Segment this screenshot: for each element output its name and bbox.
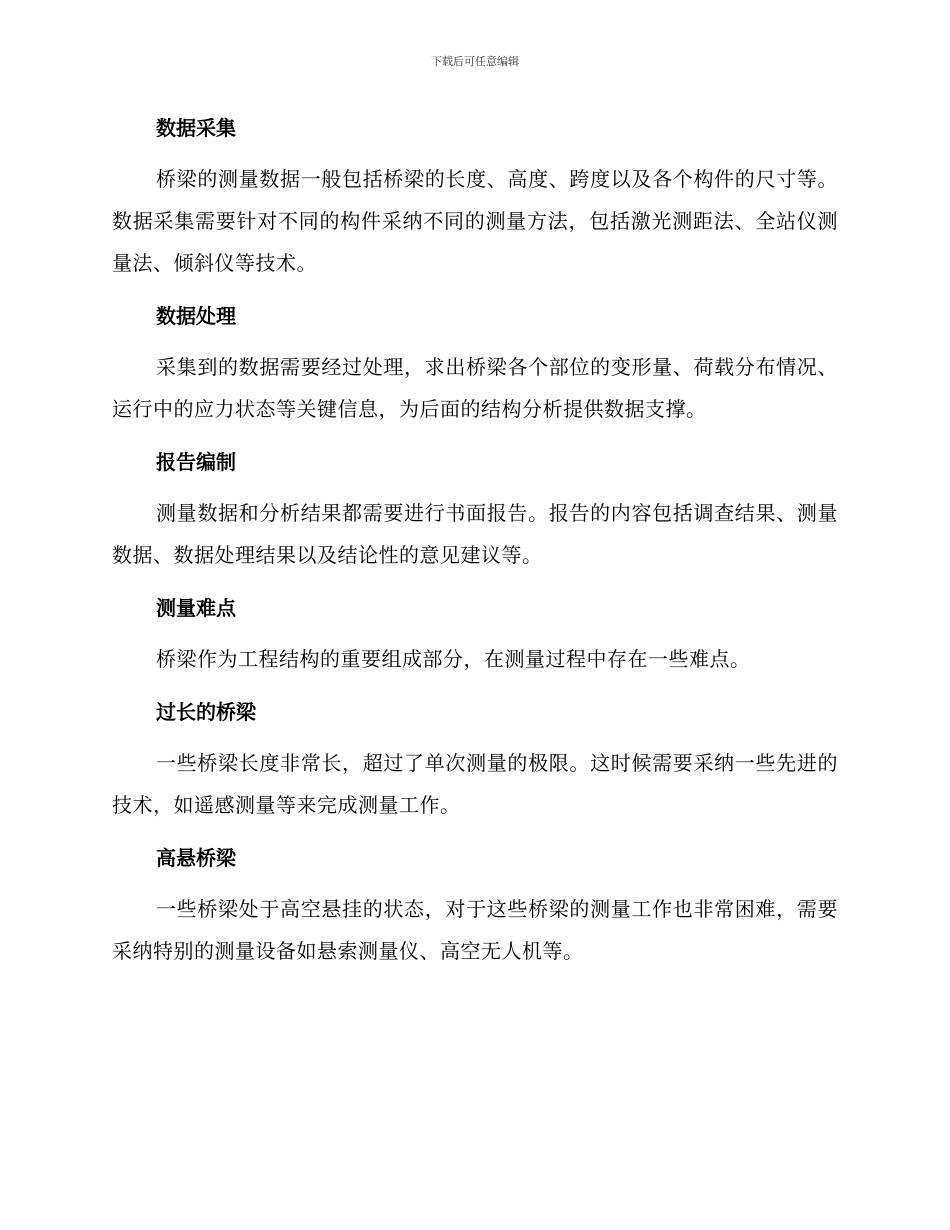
section-measurement-difficulties [112,588,838,680]
section-heading: 报告编制 [156,450,236,474]
section-heading: 数据处理 [156,304,236,328]
section-heading: 数据采集 [156,116,236,140]
section-heading: 测量难点 [156,596,236,620]
section-report-compilation [112,442,838,576]
section-heading: 过长的桥梁 [156,700,256,724]
section-paragraph: 桥梁的测量数据一般包括桥梁的长度、高度、跨度以及各个构件的尺寸等。数据采集需要针对不同的构件采纳不同的测量方法，包括激光测距法、全站仪测量法、倾斜仪等技术。 [112,167,838,275]
section-paragraph: 一些桥梁长度非常长，超过了单次测量的极限。这时候需要采纳一些先进的技术，如遥感测量等来完成测量工作。 [112,751,838,817]
section-data-processing [112,296,838,430]
section-heading: 高悬桥梁 [156,846,236,870]
section-suspended-bridges [112,838,838,972]
page-header: 下载后可任意编辑 [431,55,519,68]
document-content [112,108,838,984]
section-paragraph: 测量数据和分析结果都需要进行书面报告。报告的内容包括调查结果、测量数据、数据处理结果以及结论性的意见建议等。 [112,501,838,567]
section-data-collection [112,108,838,284]
section-long-bridges [112,692,838,826]
section-paragraph: 一些桥梁处于高空悬挂的状态，对于这些桥梁的测量工作也非常困难，需要采纳特别的测量设备如悬索测量仪、高空无人机等。 [112,897,838,963]
section-paragraph: 采集到的数据需要经过处理，求出桥梁各个部位的变形量、荷载分布情况、运行中的应力状态等关键信息，为后面的结构分析提供数据支撑。 [112,355,838,421]
section-paragraph: 桥梁作为工程结构的重要组成部分，在测量过程中存在一些难点。 [156,647,751,671]
